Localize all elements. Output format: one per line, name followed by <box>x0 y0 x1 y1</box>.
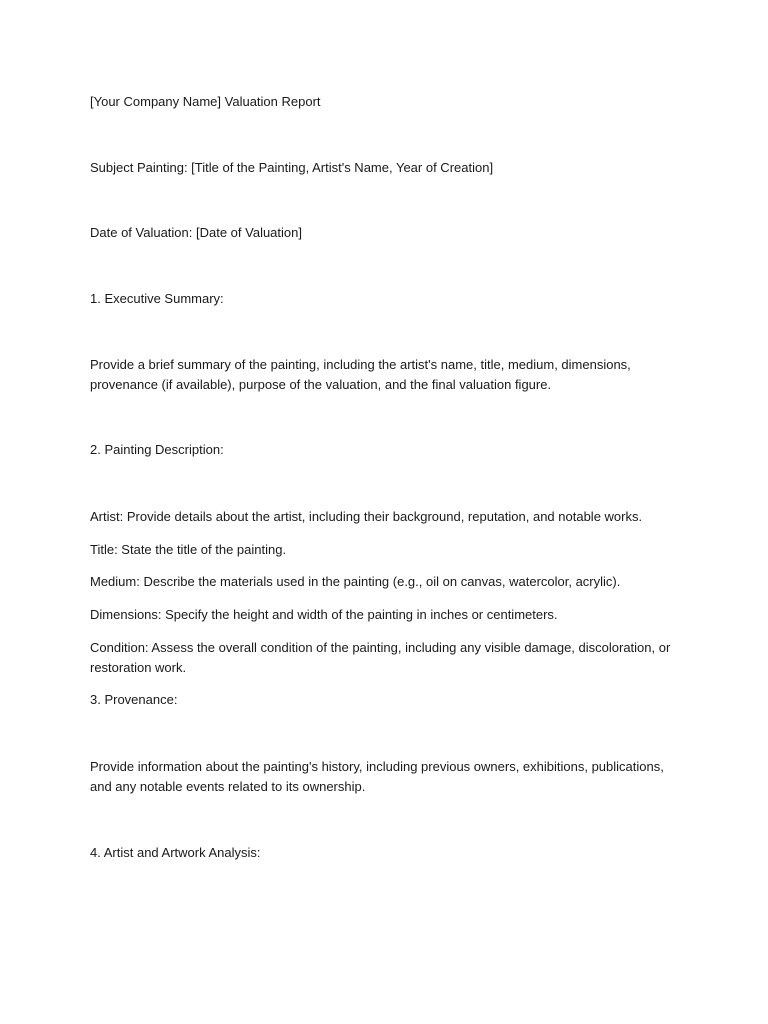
medium-description: Medium: Describe the materials used in the painting (e.g., oil on canvas, watercolor, acrylic). <box>90 574 621 589</box>
valuation-date-line: Date of Valuation: [Date of Valuation] <box>90 225 302 240</box>
section-1-heading: 1. Executive Summary: <box>90 291 224 306</box>
section-1-body: Provide a brief summary of the painting, including the artist's name, title, medium, dimensions, provenance (if available), purpose of the valuation, and the final valuation figure. <box>90 357 631 392</box>
section-3-body: Provide information about the painting's history, including previous owners, exhibitions, publications, and any notable events related to its ownership. <box>90 759 664 794</box>
subject-painting-line: Subject Painting: [Title of the Painting, Artist's Name, Year of Creation] <box>90 160 494 175</box>
section-2-heading: 2. Painting Description: <box>90 442 224 457</box>
condition-description: Condition: Assess the overall condition of the painting, including any visible damage, discoloration, or restoration work. <box>90 640 671 675</box>
title-description: Title: State the title of the painting. <box>90 542 287 557</box>
artist-description: Artist: Provide details about the artist, including their background, reputation, and notable works. <box>90 509 643 524</box>
dimensions-description: Dimensions: Specify the height and width of the painting in inches or centimeters. <box>90 607 558 622</box>
section-4-heading: 4. Artist and Artwork Analysis: <box>90 845 261 860</box>
report-title: [Your Company Name] Valuation Report <box>90 94 321 109</box>
section-3-heading: 3. Provenance: <box>90 692 178 707</box>
